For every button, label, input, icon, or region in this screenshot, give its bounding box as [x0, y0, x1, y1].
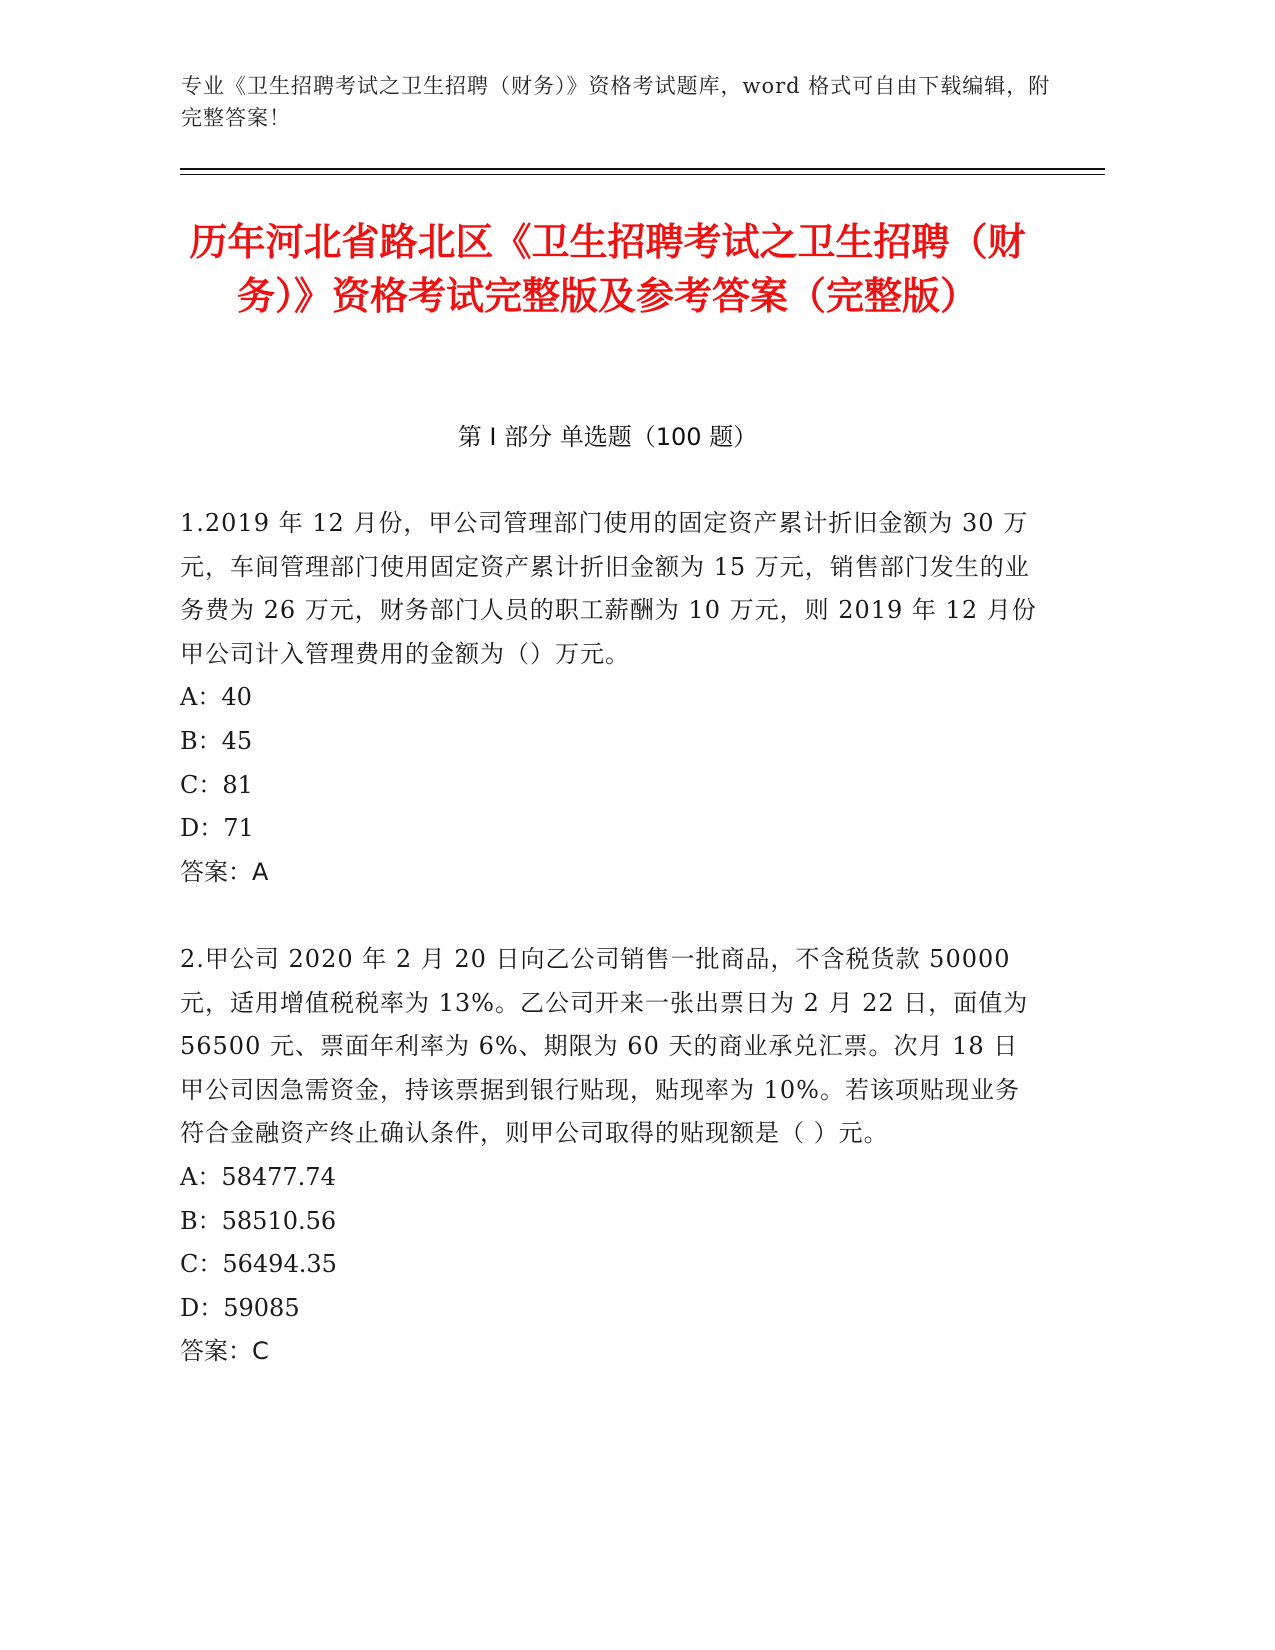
option-d: D：59085: [180, 1293, 300, 1322]
question-stem: 2.甲公司 2020 年 2 月 20 日向乙公司销售一批商品，不含税货款 50000 元，适用增值税税率为 13%。乙公司开来一张出票日为 2 月 22 日，面值为 56500 元、票面年利率为 6%、期限为 60 天的商业承兑汇票。次月 18 日甲公司因急需资金，持该票据到银行贴现，贴现率为 10%。若该项贴现业务符合金融资产终止确认条件，则甲公司取得的贴现额是（ ）元。: [180, 945, 1029, 1148]
answer: 答案：C: [180, 1337, 269, 1366]
question-2: [180, 938, 1040, 1374]
option-b: B：58510.56: [180, 1206, 337, 1235]
option-a: A：58477.74: [180, 1162, 336, 1191]
header-note: 专业《卫生招聘考试之卫生招聘（财务）》资格考试题库，word 格式可自由下载编辑，附完整答案！: [181, 74, 1051, 130]
answer: 答案：A: [180, 857, 269, 886]
option-a: A：40: [180, 683, 252, 712]
question-stem: 1.2019 年 12 月份，甲公司管理部门使用的固定资产累计折旧金额为 30 万元，车间管理部门使用固定资产累计折旧金额为 15 万元，销售部门发生的业务费为 26 万元，财务部门人员的职工薪酬为 10 万元，则 2019 年 12 月份甲公司计入管理费用的金额为（）万元。: [180, 509, 1037, 668]
header-rule-thick: [180, 168, 1105, 170]
option-d: D：71: [180, 814, 254, 843]
option-c: C：56494.35: [180, 1250, 337, 1279]
header-rule-thin: [180, 174, 1105, 175]
document-title: 历年河北省路北区《卫生招聘考试之卫生招聘（财务）》资格考试完整版及参考答案（完整版）: [189, 220, 1026, 318]
option-c: C：81: [180, 770, 253, 799]
option-b: B：45: [180, 726, 253, 755]
question-1: [180, 502, 1040, 894]
section-heading: 第 I 部分 单选题（100 题）: [457, 423, 758, 451]
